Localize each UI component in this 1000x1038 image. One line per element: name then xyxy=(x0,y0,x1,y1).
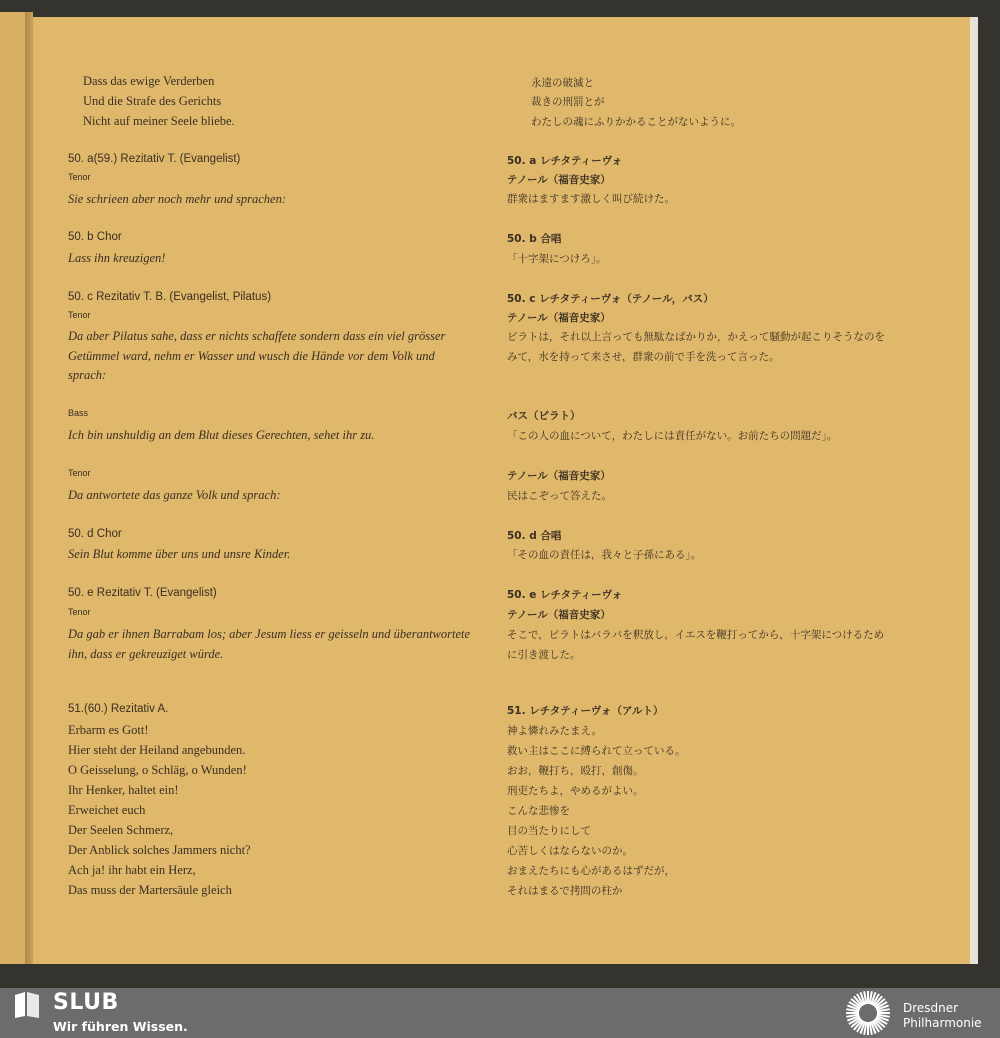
japanese-line: テノール（福音史家） xyxy=(507,174,611,186)
german-line: 50. c Rezitativ T. B. (Evangelist, Pilatus) xyxy=(68,291,272,303)
german-line: 50. a(59.) Rezitativ T. (Evangelist) xyxy=(68,153,241,165)
philharmonie-name-line2: Philharmonie xyxy=(903,1016,982,1030)
japanese-line: に引き渡した。 xyxy=(507,649,581,661)
german-line: Erweichet euch xyxy=(68,803,146,817)
slub-logo-text[interactable]: SLUB xyxy=(53,990,119,1015)
japanese-line: バス（ピラト） xyxy=(507,410,581,422)
japanese-line: わたしの魂にふりかかることがないように。 xyxy=(531,116,741,128)
japanese-line: 救い主はここに縛られて立っている。 xyxy=(507,745,686,757)
german-line: Da aber Pilatus sahe, dass er nichts schaffete sondern dass ein viel grösser xyxy=(68,329,446,343)
japanese-line: 永遠の破滅と xyxy=(531,77,594,89)
philharmonie-name-line1: Dresdner xyxy=(903,1001,959,1015)
german-line: ihn, dass er gekreuziget würde. xyxy=(68,647,224,661)
japanese-line: 50. d 合唱 xyxy=(507,530,562,542)
japanese-line: 刑吏たちよ，やめるがよい。 xyxy=(507,785,644,797)
german-line: O Geisselung, o Schläg, o Wunden! xyxy=(68,763,247,777)
japanese-line: 裁きの刑罰とが xyxy=(531,96,605,108)
japanese-line: テノール（福音史家） xyxy=(507,312,611,324)
sunburst-logo-icon[interactable] xyxy=(842,989,894,1037)
japanese-line: こんな悲惨を xyxy=(507,805,570,817)
german-line: Und die Strafe des Gerichts xyxy=(83,94,222,108)
japanese-line: 「この人の血について，わたしには責任がない。お前たちの問題だ」。 xyxy=(507,430,838,442)
german-line: Ach ja! ihr habt ein Herz, xyxy=(68,863,196,877)
japanese-line: 心苦しくはならないのか。 xyxy=(507,845,633,857)
page-stack-edge xyxy=(970,17,978,964)
japanese-line: 目の当たりにして xyxy=(507,825,591,837)
german-line: Tenor xyxy=(68,607,91,617)
slub-tagline: Wir führen Wissen. xyxy=(53,1019,188,1034)
japanese-line: 50. e レチタティーヴォ xyxy=(507,589,623,601)
german-line: Tenor xyxy=(68,172,91,182)
german-line: Ihr Henker, haltet ein! xyxy=(68,783,179,797)
japanese-line: ピラトは，それ以上言っても無駄なばかりか，かえって騒動が起こりそうなのを xyxy=(507,331,885,343)
japanese-line: 「十字架につけろ」。 xyxy=(507,253,607,265)
german-line: Sie schrieen aber noch mehr und sprachen: xyxy=(68,192,287,206)
german-line: Tenor xyxy=(68,468,91,478)
japanese-line: テノール（福音史家） xyxy=(507,609,611,621)
german-line: Sein Blut komme über uns und unsre Kinder. xyxy=(68,547,291,561)
german-line: Hier steht der Heiland angebunden. xyxy=(68,743,246,757)
japanese-line: テノール（福音史家） xyxy=(507,470,611,482)
german-line: Nicht auf meiner Seele bliebe. xyxy=(83,114,235,128)
japanese-line: 50. c レチタティーヴォ（テノール，バス） xyxy=(507,293,714,305)
japanese-line: おお，鞭打ち，殴打，創傷。 xyxy=(507,765,644,777)
viewer-footer xyxy=(0,988,1000,1038)
japanese-line: 群衆はますます激しく叫び続けた。 xyxy=(507,193,675,205)
japanese-line: みて，水を持って来させ，群衆の前で手を洗って言った。 xyxy=(507,351,780,363)
german-line: Ich bin unshuldig an dem Blut dieses Gerechten, sehet ihr zu. xyxy=(68,428,375,442)
german-line: Der Seelen Schmerz, xyxy=(68,823,174,837)
german-line: Dass das ewige Verderben xyxy=(83,74,215,88)
german-line: Getümmel ward, nehm er Wasser und wusch die Hände vor dem Volk und xyxy=(68,349,435,363)
german-line: Lass ihn kreuzigen! xyxy=(68,251,166,265)
german-line: 51.(60.) Rezitativ A. xyxy=(68,703,169,715)
german-line: Tenor xyxy=(68,310,91,320)
japanese-line: そこで，ピラトはバラバを釈放し，イエスを鞭打ってから，十字架につけるため xyxy=(507,629,885,641)
german-line: Bass xyxy=(68,408,89,418)
german-line: Der Anblick solches Jammers nicht? xyxy=(68,843,251,857)
libretto-page xyxy=(33,17,970,964)
japanese-line: 50. a レチタティーヴォ xyxy=(507,155,623,167)
german-line: Da gab er ihnen Barrabam los; aber Jesum liess er geisseln und überantwortete xyxy=(68,627,471,641)
german-line: Erbarm es Gott! xyxy=(68,723,149,737)
page-gutter-shadow xyxy=(25,12,33,964)
german-line: 50. e Rezitativ T. (Evangelist) xyxy=(68,587,217,599)
german-line: 50. b Chor xyxy=(68,231,122,243)
japanese-line: 民はこぞって答えた。 xyxy=(507,490,612,502)
german-line: sprach: xyxy=(68,368,107,382)
japanese-line: おまえたちにも心があるはずだが， xyxy=(507,865,675,877)
japanese-line: 51. レチタティーヴォ（アルト） xyxy=(507,705,664,717)
book-icon xyxy=(12,991,42,1019)
german-line: 50. d Chor xyxy=(68,528,122,540)
japanese-line: それはまるで拷問の柱か xyxy=(507,885,623,897)
japanese-line: 「その血の責任は，我々と子孫にある」。 xyxy=(507,549,702,561)
german-line: Da antwortete das ganze Volk und sprach: xyxy=(68,488,281,502)
japanese-line: 神よ憐れみたまえ。 xyxy=(507,725,603,737)
japanese-line: 50. b 合唱 xyxy=(507,233,562,245)
german-line: Das muss der Martersäule gleich xyxy=(68,883,232,897)
